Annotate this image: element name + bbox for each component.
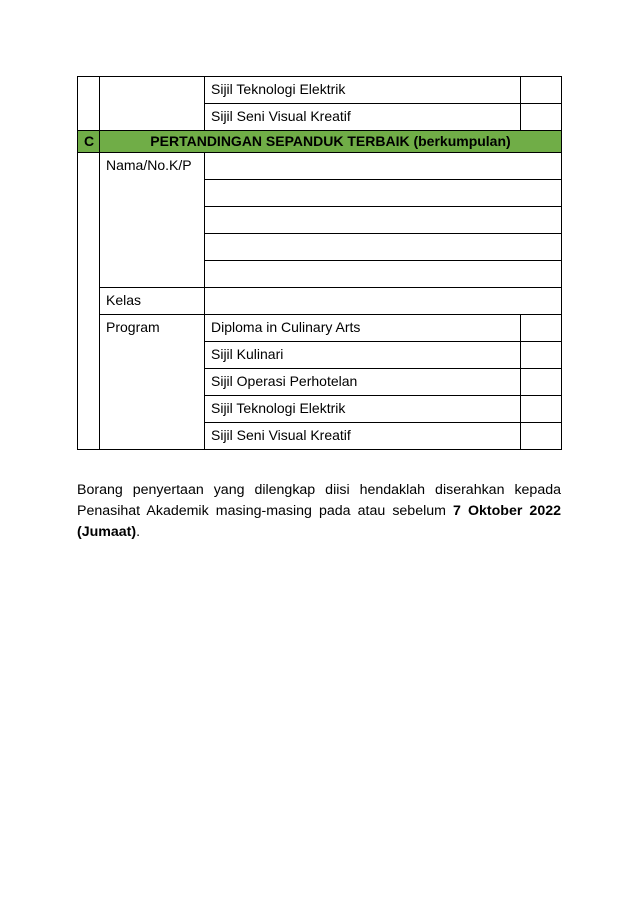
submission-note xyxy=(77,480,561,543)
table-row xyxy=(78,288,562,315)
code-cell xyxy=(78,77,100,104)
table-row xyxy=(78,77,562,104)
program-label: Program xyxy=(100,315,205,450)
checkbox-cell[interactable] xyxy=(521,342,562,369)
checkbox-cell[interactable] xyxy=(521,423,562,450)
table-row xyxy=(78,315,562,342)
table-row xyxy=(78,153,562,180)
program-name-cell: Diploma in Culinary Arts xyxy=(205,315,521,342)
label-cell xyxy=(100,77,205,104)
section-title: PERTANDINGAN SEPANDUK TERBAIK (berkumpulan) xyxy=(100,131,562,153)
note-end: . xyxy=(136,524,141,540)
name-input-cell[interactable] xyxy=(205,261,562,288)
program-name-cell: Sijil Operasi Perhotelan xyxy=(205,369,521,396)
program-name-cell: Sijil Kulinari xyxy=(205,342,521,369)
checkbox-cell[interactable] xyxy=(521,396,562,423)
program-name-cell: Sijil Teknologi Elektrik xyxy=(205,396,521,423)
checkbox-cell[interactable] xyxy=(521,315,562,342)
checkbox-cell[interactable] xyxy=(521,369,562,396)
registration-form-table xyxy=(77,76,562,450)
deadline-date: 7 Oktober 2022 (Jumaat) xyxy=(77,503,561,540)
section-header-row xyxy=(78,131,562,153)
class-input-cell[interactable] xyxy=(205,288,562,315)
code-cell xyxy=(78,288,100,315)
code-cell xyxy=(78,153,100,288)
program-name-cell: Sijil Seni Visual Kreatif xyxy=(205,423,521,450)
table-row xyxy=(78,104,562,131)
checkbox-cell[interactable] xyxy=(521,104,562,131)
section-code: C xyxy=(78,131,100,153)
note-text: Borang penyertaan yang dilengkap diisi hendaklah diserahkan kepada Penasihat Akademik masing-masing pada atau sebelum xyxy=(77,482,561,519)
program-name-cell: Sijil Teknologi Elektrik xyxy=(205,77,521,104)
name-input-cell[interactable] xyxy=(205,153,562,180)
code-cell xyxy=(78,104,100,131)
label-cell xyxy=(100,104,205,131)
class-label: Kelas xyxy=(100,288,205,315)
name-input-cell[interactable] xyxy=(205,234,562,261)
code-cell xyxy=(78,315,100,450)
name-input-cell[interactable] xyxy=(205,207,562,234)
name-input-cell[interactable] xyxy=(205,180,562,207)
program-name-cell: Sijil Seni Visual Kreatif xyxy=(205,104,521,131)
name-label: Nama/No.K/P xyxy=(100,153,205,288)
checkbox-cell[interactable] xyxy=(521,77,562,104)
